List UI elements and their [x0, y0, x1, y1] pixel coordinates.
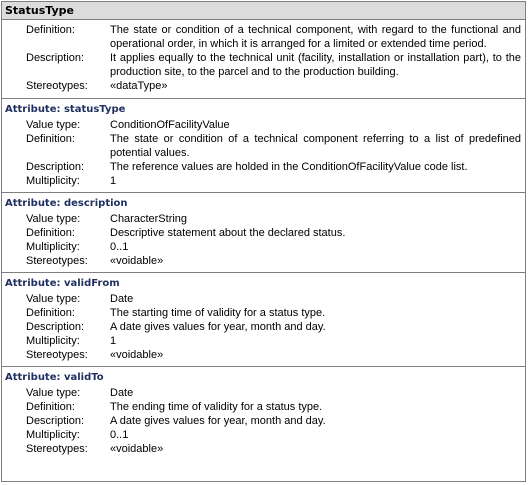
row-value: Date: [110, 387, 134, 399]
row-value: «voidable»: [110, 349, 164, 361]
attribute-row: [2, 132, 525, 160]
attribute-row: [2, 400, 525, 414]
attribute-section-description: [2, 195, 525, 273]
row-label: Description:: [26, 415, 85, 427]
attribute-title: Attribute: description: [5, 198, 128, 209]
row-label: Value type:: [26, 293, 81, 305]
row-value: «voidable»: [110, 443, 164, 455]
attribute-row: [2, 160, 525, 174]
class-row-definition: [2, 23, 525, 51]
attribute-row: [2, 174, 525, 188]
row-label: Value type:: [26, 213, 81, 225]
row-value: CharacterString: [110, 213, 188, 225]
attribute-row: [2, 306, 525, 320]
attribute-section-statustype: [2, 101, 525, 193]
attribute-row: [2, 240, 525, 254]
row-label: Stereotypes:: [26, 255, 88, 267]
row-label: Description:: [26, 161, 85, 173]
row-label: Stereotypes:: [26, 349, 88, 361]
attribute-row: [2, 348, 525, 362]
row-value: «voidable»: [110, 255, 164, 267]
row-label: Stereotypes:: [26, 80, 88, 92]
row-value: A date gives values for year, month and day.: [110, 321, 326, 333]
class-header: StatusType: [2, 2, 525, 20]
row-label: Description:: [26, 52, 85, 64]
attribute-row: [2, 442, 525, 456]
attribute-title: Attribute: validFrom: [5, 278, 120, 289]
attribute-title: Attribute: statusType: [5, 104, 126, 115]
row-value: 1: [110, 335, 117, 347]
row-label: Definition:: [26, 227, 75, 239]
row-value: ConditionOfFacilityValue: [110, 119, 230, 131]
row-value: Descriptive statement about the declared status.: [110, 227, 346, 239]
row-value: «dataType»: [110, 80, 168, 92]
row-value: Date: [110, 293, 134, 305]
attribute-section-validfrom: [2, 275, 525, 367]
row-value: The state or condition of a technical component referring to a list of predefined potential values.: [110, 133, 521, 159]
attribute-row: [2, 320, 525, 334]
row-label: Multiplicity:: [26, 241, 80, 253]
row-value: The reference values are holded in the ConditionOfFacilityValue code list.: [110, 161, 468, 173]
row-value: The starting time of validity for a status type.: [110, 307, 326, 319]
attribute-row: [2, 292, 525, 306]
status-type-spec-table: [1, 1, 526, 482]
row-label: Definition:: [26, 133, 75, 145]
attribute-row: [2, 226, 525, 240]
attribute-title: Attribute: validTo: [5, 372, 104, 383]
row-value: It applies equally to the technical unit (facility, installation or installation part), to the production site, to the parcel and to the production building.: [110, 52, 521, 78]
row-value: 1: [110, 175, 117, 187]
class-row-description: [2, 51, 525, 79]
attribute-row: [2, 254, 525, 268]
class-section: [2, 20, 525, 99]
row-label: Stereotypes:: [26, 443, 88, 455]
attribute-row: [2, 386, 525, 400]
class-row-stereotypes: [2, 79, 525, 93]
attribute-row: [2, 414, 525, 428]
row-value: The ending time of validity for a status type.: [110, 401, 323, 413]
row-label: Definition:: [26, 24, 75, 36]
row-label: Description:: [26, 321, 85, 333]
row-label: Value type:: [26, 119, 81, 131]
row-label: Multiplicity:: [26, 429, 80, 441]
row-label: Definition:: [26, 401, 75, 413]
row-value: The state or condition of a technical component, with regard to the functional and operational order, in which it is arranged for a limited or extended time period.: [110, 24, 521, 50]
attribute-row: [2, 428, 525, 442]
row-label: Multiplicity:: [26, 175, 80, 187]
row-value: 0..1: [110, 241, 129, 253]
attribute-row: [2, 118, 525, 132]
row-value: A date gives values for year, month and day.: [110, 415, 326, 427]
row-value: 0..1: [110, 429, 129, 441]
row-label: Definition:: [26, 307, 75, 319]
attribute-section-validto: [2, 369, 525, 460]
row-label: Multiplicity:: [26, 335, 80, 347]
attribute-row: [2, 334, 525, 348]
row-label: Value type:: [26, 387, 81, 399]
attribute-row: [2, 212, 525, 226]
